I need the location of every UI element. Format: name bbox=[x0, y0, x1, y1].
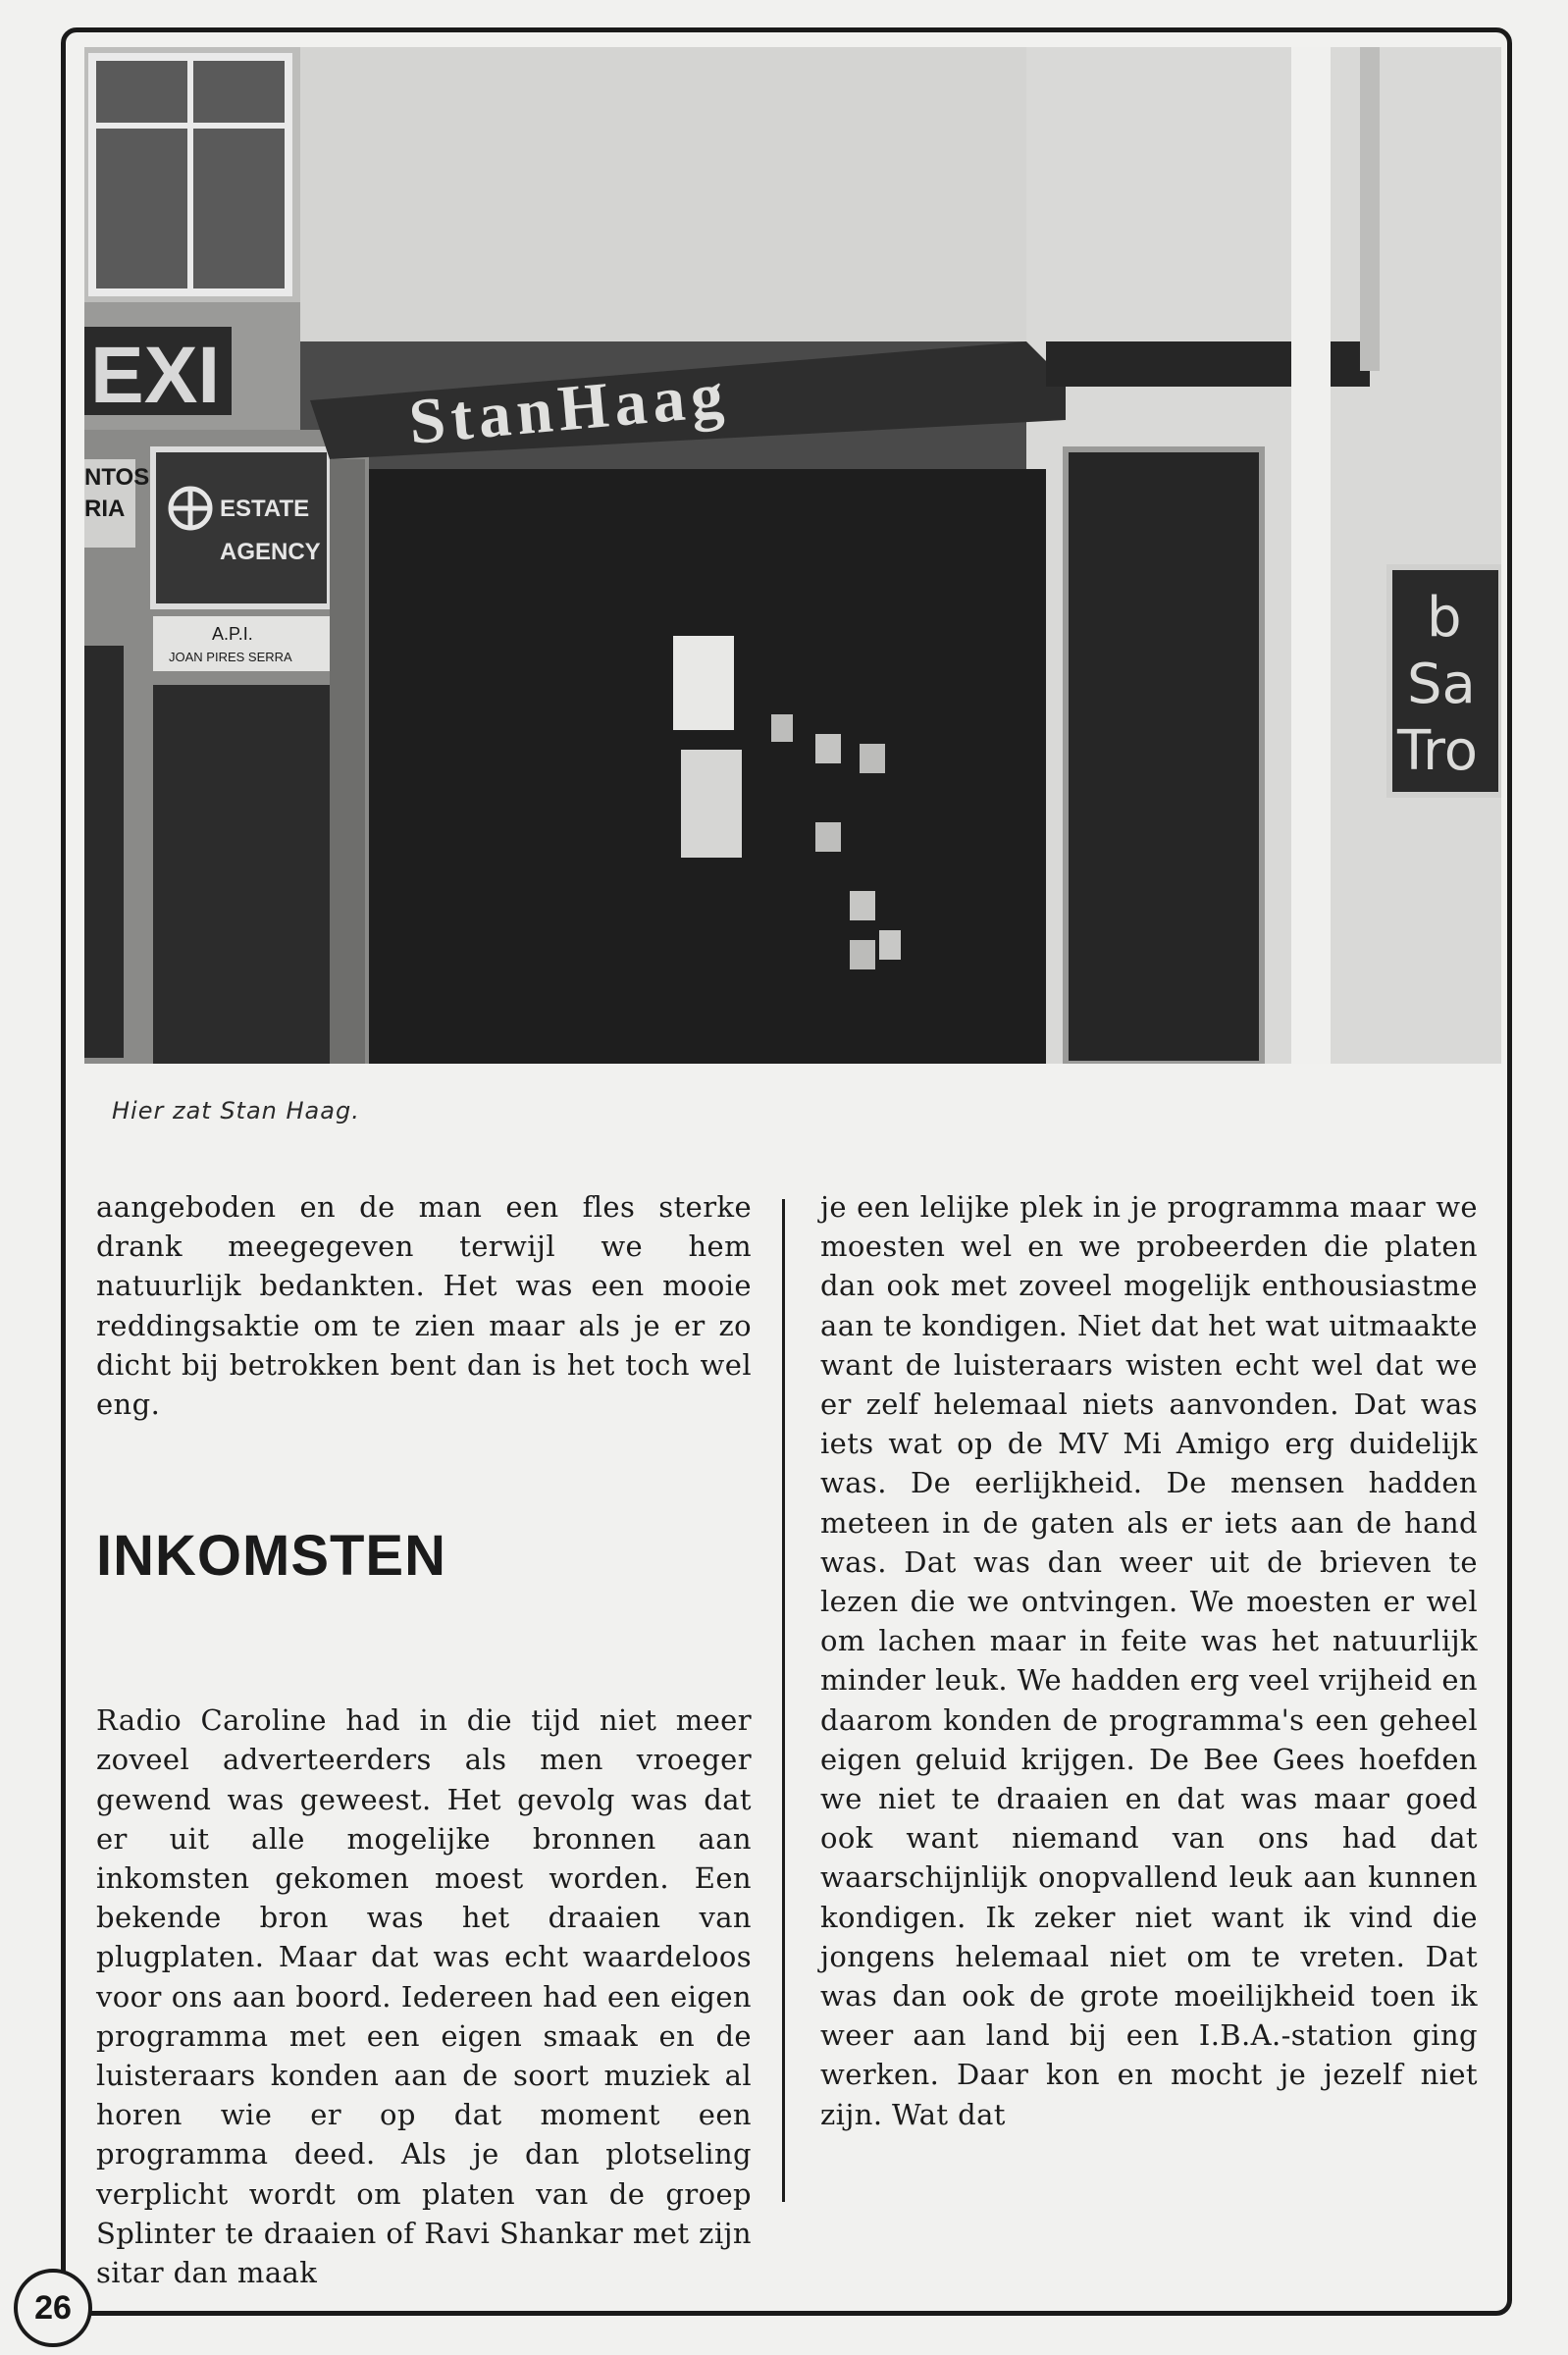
left-sign-fragment-line1: NTOS bbox=[84, 464, 150, 491]
article-right-column bbox=[820, 1187, 1478, 2134]
agency-name-line: JOAN PIRES SERRA bbox=[169, 650, 292, 664]
article-left-column bbox=[96, 1187, 752, 2292]
storefront-photo bbox=[84, 47, 1501, 1064]
right-body-paragraph: je een lelijke plek in je programma maar we moesten wel en we probeerden die platen dan ook met zoveel mogelijk enthousiastme aan te kondigen. Niet dat het wat uitmaakte want de luisteraars wisten echt wel dat we er zelf helemaal niets aanvonden. Dat was iets wat op de MV Mi Amigo erg duidelijk was. De eerlijkheid. De mensen hadden meteen in de gaten als er iets aan de hand was. Dat was dan weer uit de brieven te lezen die we ontvingen. We moesten er wel om lachen maar in feite was het natuurlijk minder leuk. We hadden erg veel vrijheid en daarom konden de programma's een geheel eigen geluid krijgen. De Bee Gees hoefden we niet te draaien en dat was maar goed ook want niemand van ons had dat waarschijnlijk onopvallend leuk aan kunnen kondigen. Ik zeker niet want ik vind die jongens helemaal niet om te vreten. Dat was dan ook de grote moeilijkheid toen ik weer aan land bij een I.B.A.-station ging werken. Daar kon en mocht je jezelf niet zijn. Wat dat bbox=[820, 1190, 1478, 2131]
left-body-paragraph: Radio Caroline had in die tijd niet meer zoveel adverteerders als men vroeger gewend was geweest. Het gevolg was dat er uit alle mogelijke bronnen aan inkomsten gekomen moest worden. Een bekende bron was het draaien van plugplaten. Maar dat was echt waardeloos voor ons aan boord. Iedereen had een eigen programma met een eigen smaak en de luisteraars konden aan de soort muziek al horen wie er op dat moment een programma deed. Als je dan plotseling verplicht wordt om platen van de groep Splinter te draaien of Ravi Shankar met zijn sitar dan maak bbox=[96, 1703, 752, 2290]
agency-api-line: A.P.I. bbox=[212, 624, 253, 644]
left-intro-paragraph: aangeboden en de man een fles sterke drank meegegeven terwijl we hem natuurlijk bedankten. Het was een mooie reddingsaktie om te zien maar als je er zo dicht bij betrokken bent dan is het toch wel eng. bbox=[96, 1190, 752, 1422]
right-sign-sa: Sa bbox=[1407, 653, 1476, 716]
agency-sign-line2: AGENCY bbox=[220, 539, 321, 565]
left-sign-fragment-line2: RIA bbox=[84, 496, 126, 522]
page-number-badge: 26 bbox=[14, 2269, 92, 2347]
right-sign-tro: Tro bbox=[1397, 719, 1479, 783]
section-heading: INKOMSTEN bbox=[96, 1524, 446, 1589]
right-sign-b: b bbox=[1427, 586, 1462, 650]
column-divider bbox=[782, 1199, 785, 2202]
photo-caption: Hier zat Stan Haag. bbox=[112, 1097, 360, 1125]
agency-sign-line1: ESTATE bbox=[220, 496, 310, 522]
shop-sign-text: StanHaag bbox=[405, 358, 732, 458]
left-top-sign-text: EXI bbox=[90, 331, 221, 420]
